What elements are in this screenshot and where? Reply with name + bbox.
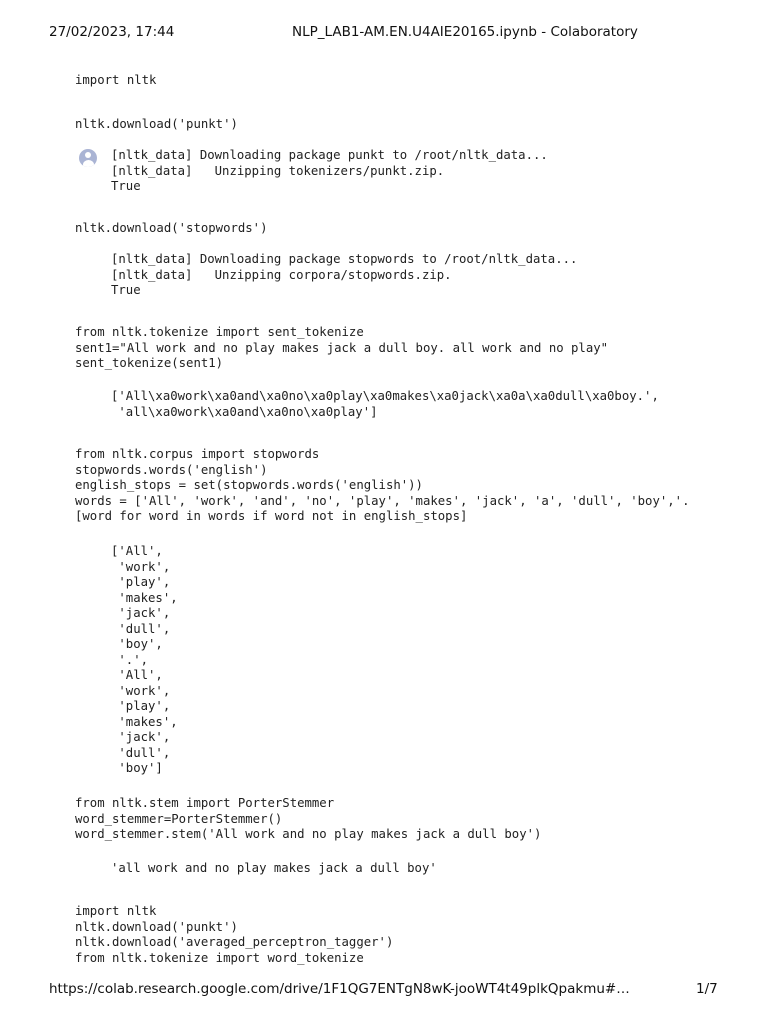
print-datetime: 27/02/2023, 17:44: [49, 24, 175, 40]
code-cell-5[interactable]: from nltk.corpus import stopwords stopwords.words('english') english_stops = set(stopwords.words('english')) words = ['All', 'work', 'and', 'no', 'play', 'makes', 'jack', 'a', 'dull', 'boy','. [word for word in words if word not in english_stops]: [75, 447, 690, 523]
print-footer: [0, 981, 768, 1001]
user-avatar-icon: [79, 149, 97, 167]
cell-output-2: [nltk_data] Downloading package punkt to /root/nltk_data... [nltk_data] Unzipping tokenizers/punkt.zip. True: [111, 148, 548, 193]
code-cell-4[interactable]: from nltk.tokenize import sent_tokenize sent1="All work and no play makes jack a dull boy. all work and no play" sent_tokenize(sent1): [75, 325, 609, 370]
cell-output-6: 'all work and no play makes jack a dull boy': [111, 861, 437, 875]
code-cell-2[interactable]: nltk.download('punkt'): [75, 117, 238, 131]
cell-output-3: [nltk_data] Downloading package stopwords to /root/nltk_data... [nltk_data] Unzipping corpora/stopwords.zip. True: [111, 252, 578, 297]
code-cell-1[interactable]: import nltk: [75, 73, 157, 87]
code-cell-6[interactable]: from nltk.stem import PorterStemmer word_stemmer=PorterStemmer() word_stemmer.stem('All work and no play makes jack a dull boy'): [75, 796, 542, 841]
print-header: [0, 24, 768, 44]
page-number: 1/7: [696, 981, 718, 997]
notebook-title: NLP_LAB1-AM.EN.U4AIE20165.ipynb - Colaboratory: [292, 24, 638, 40]
page-url: https://colab.research.google.com/drive/1F1QG7ENTgN8wK-jooWT4t49plkQpakmu#…: [49, 981, 630, 997]
cell-output-5: ['All', 'work', 'play', 'makes', 'jack', 'dull', 'boy', '.', 'All', 'work', 'play', 'makes', 'jack', 'dull', 'boy']: [111, 544, 178, 775]
code-cell-3[interactable]: nltk.download('stopwords'): [75, 221, 268, 235]
code-cell-7[interactable]: import nltk nltk.download('punkt') nltk.download('averaged_perceptron_tagger') from nltk.tokenize import word_tokenize: [75, 904, 394, 965]
cell-output-4: ['All\xa0work\xa0and\xa0no\xa0play\xa0makes\xa0jack\xa0a\xa0dull\xa0boy.', 'all\xa0work\xa0and\xa0no\xa0play']: [111, 389, 659, 419]
